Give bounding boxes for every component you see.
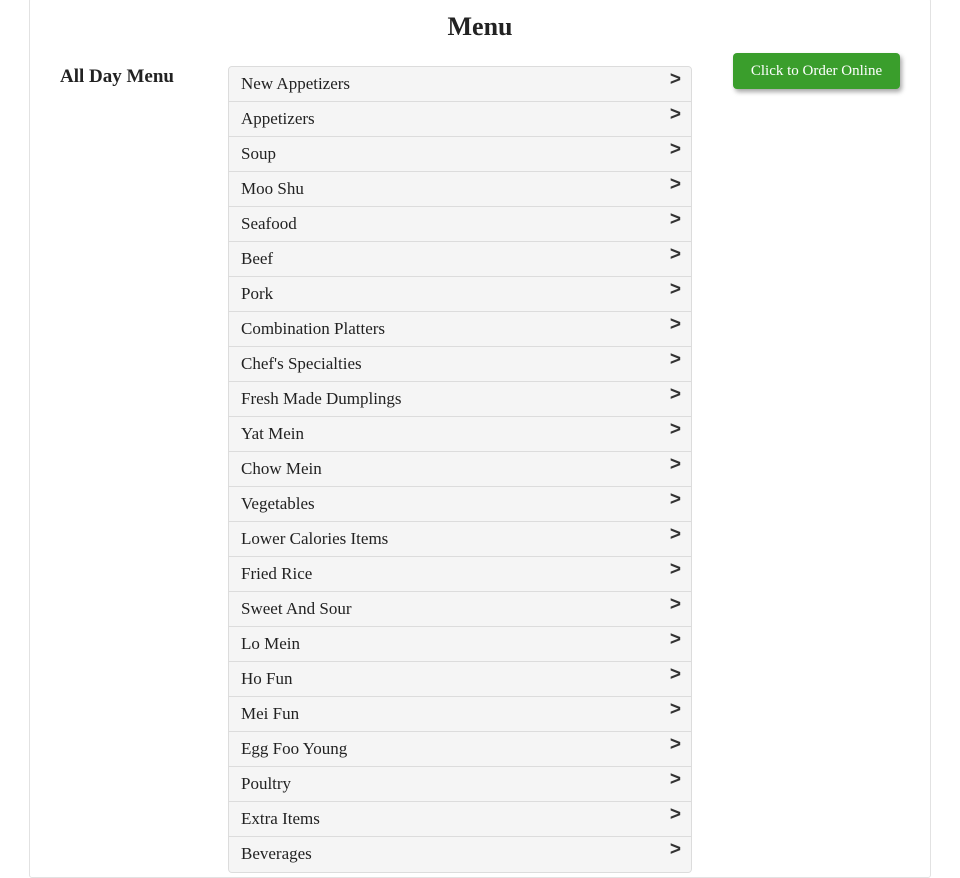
category-label: Sweet And Sour	[241, 599, 352, 618]
category-list	[228, 66, 692, 873]
category-label: Seafood	[241, 214, 297, 233]
category-label: Chef's Specialties	[241, 354, 362, 373]
chevron-right-icon: >	[669, 419, 681, 440]
category-label: Beverages	[241, 844, 312, 863]
category-label: Vegetables	[241, 494, 315, 513]
chevron-right-icon: >	[669, 139, 681, 160]
category-item[interactable]	[229, 242, 691, 277]
category-label: Fresh Made Dumplings	[241, 389, 402, 408]
chevron-right-icon: >	[669, 314, 681, 335]
category-item[interactable]	[229, 172, 691, 207]
chevron-right-icon: >	[669, 209, 681, 230]
category-label: Fried Rice	[241, 564, 313, 583]
category-item[interactable]	[229, 837, 691, 872]
category-label: Soup	[241, 144, 276, 163]
chevron-right-icon: >	[669, 454, 681, 475]
page-title: Menu	[447, 12, 513, 41]
category-label: Combination Platters	[241, 319, 386, 338]
category-label: Appetizers	[241, 109, 315, 128]
category-item[interactable]	[229, 102, 691, 137]
category-item[interactable]	[229, 417, 691, 452]
category-item[interactable]	[229, 522, 691, 557]
chevron-right-icon: >	[669, 629, 681, 650]
category-label: Lo Mein	[241, 634, 301, 653]
chevron-right-icon: >	[669, 489, 681, 510]
category-label: Poultry	[241, 774, 292, 793]
category-item[interactable]	[229, 382, 691, 417]
category-item[interactable]	[229, 592, 691, 627]
category-label: New Appetizers	[241, 74, 351, 93]
category-item[interactable]	[229, 207, 691, 242]
chevron-right-icon: >	[669, 69, 681, 90]
chevron-right-icon: >	[669, 559, 681, 580]
chevron-right-icon: >	[669, 524, 681, 545]
category-item[interactable]	[229, 137, 691, 172]
category-label: Moo Shu	[241, 179, 304, 198]
chevron-right-icon: >	[669, 104, 681, 125]
category-label: Chow Mein	[241, 459, 322, 478]
chevron-right-icon: >	[669, 349, 681, 370]
category-item[interactable]	[229, 767, 691, 802]
chevron-right-icon: >	[669, 384, 681, 405]
chevron-right-icon: >	[669, 699, 681, 720]
category-label: Yat Mein	[241, 424, 304, 443]
category-item[interactable]	[229, 312, 691, 347]
chevron-right-icon: >	[669, 244, 681, 265]
category-item[interactable]	[229, 802, 691, 837]
category-item[interactable]	[229, 732, 691, 767]
category-label: Egg Foo Young	[241, 739, 348, 758]
category-item[interactable]	[229, 67, 691, 102]
category-item[interactable]	[229, 627, 691, 662]
chevron-right-icon: >	[669, 769, 681, 790]
menu-section-title: All Day Menu	[60, 66, 174, 87]
chevron-right-icon: >	[669, 804, 681, 825]
chevron-right-icon: >	[669, 839, 681, 860]
order-online-button[interactable]: Click to Order Online	[733, 53, 900, 89]
chevron-right-icon: >	[669, 279, 681, 300]
category-label: Extra Items	[241, 809, 320, 828]
chevron-right-icon: >	[669, 174, 681, 195]
category-item[interactable]	[229, 347, 691, 382]
category-label: Lower Calories Items	[241, 529, 389, 548]
category-item[interactable]	[229, 277, 691, 312]
chevron-right-icon: >	[669, 734, 681, 755]
category-item[interactable]	[229, 662, 691, 697]
category-label: Mei Fun	[241, 704, 300, 723]
chevron-right-icon: >	[669, 594, 681, 615]
category-item[interactable]	[229, 452, 691, 487]
category-item[interactable]	[229, 557, 691, 592]
category-label: Beef	[241, 249, 274, 268]
chevron-right-icon: >	[669, 664, 681, 685]
category-label: Pork	[241, 284, 274, 303]
category-item[interactable]	[229, 697, 691, 732]
category-item[interactable]	[229, 487, 691, 522]
category-label: Ho Fun	[241, 669, 293, 688]
